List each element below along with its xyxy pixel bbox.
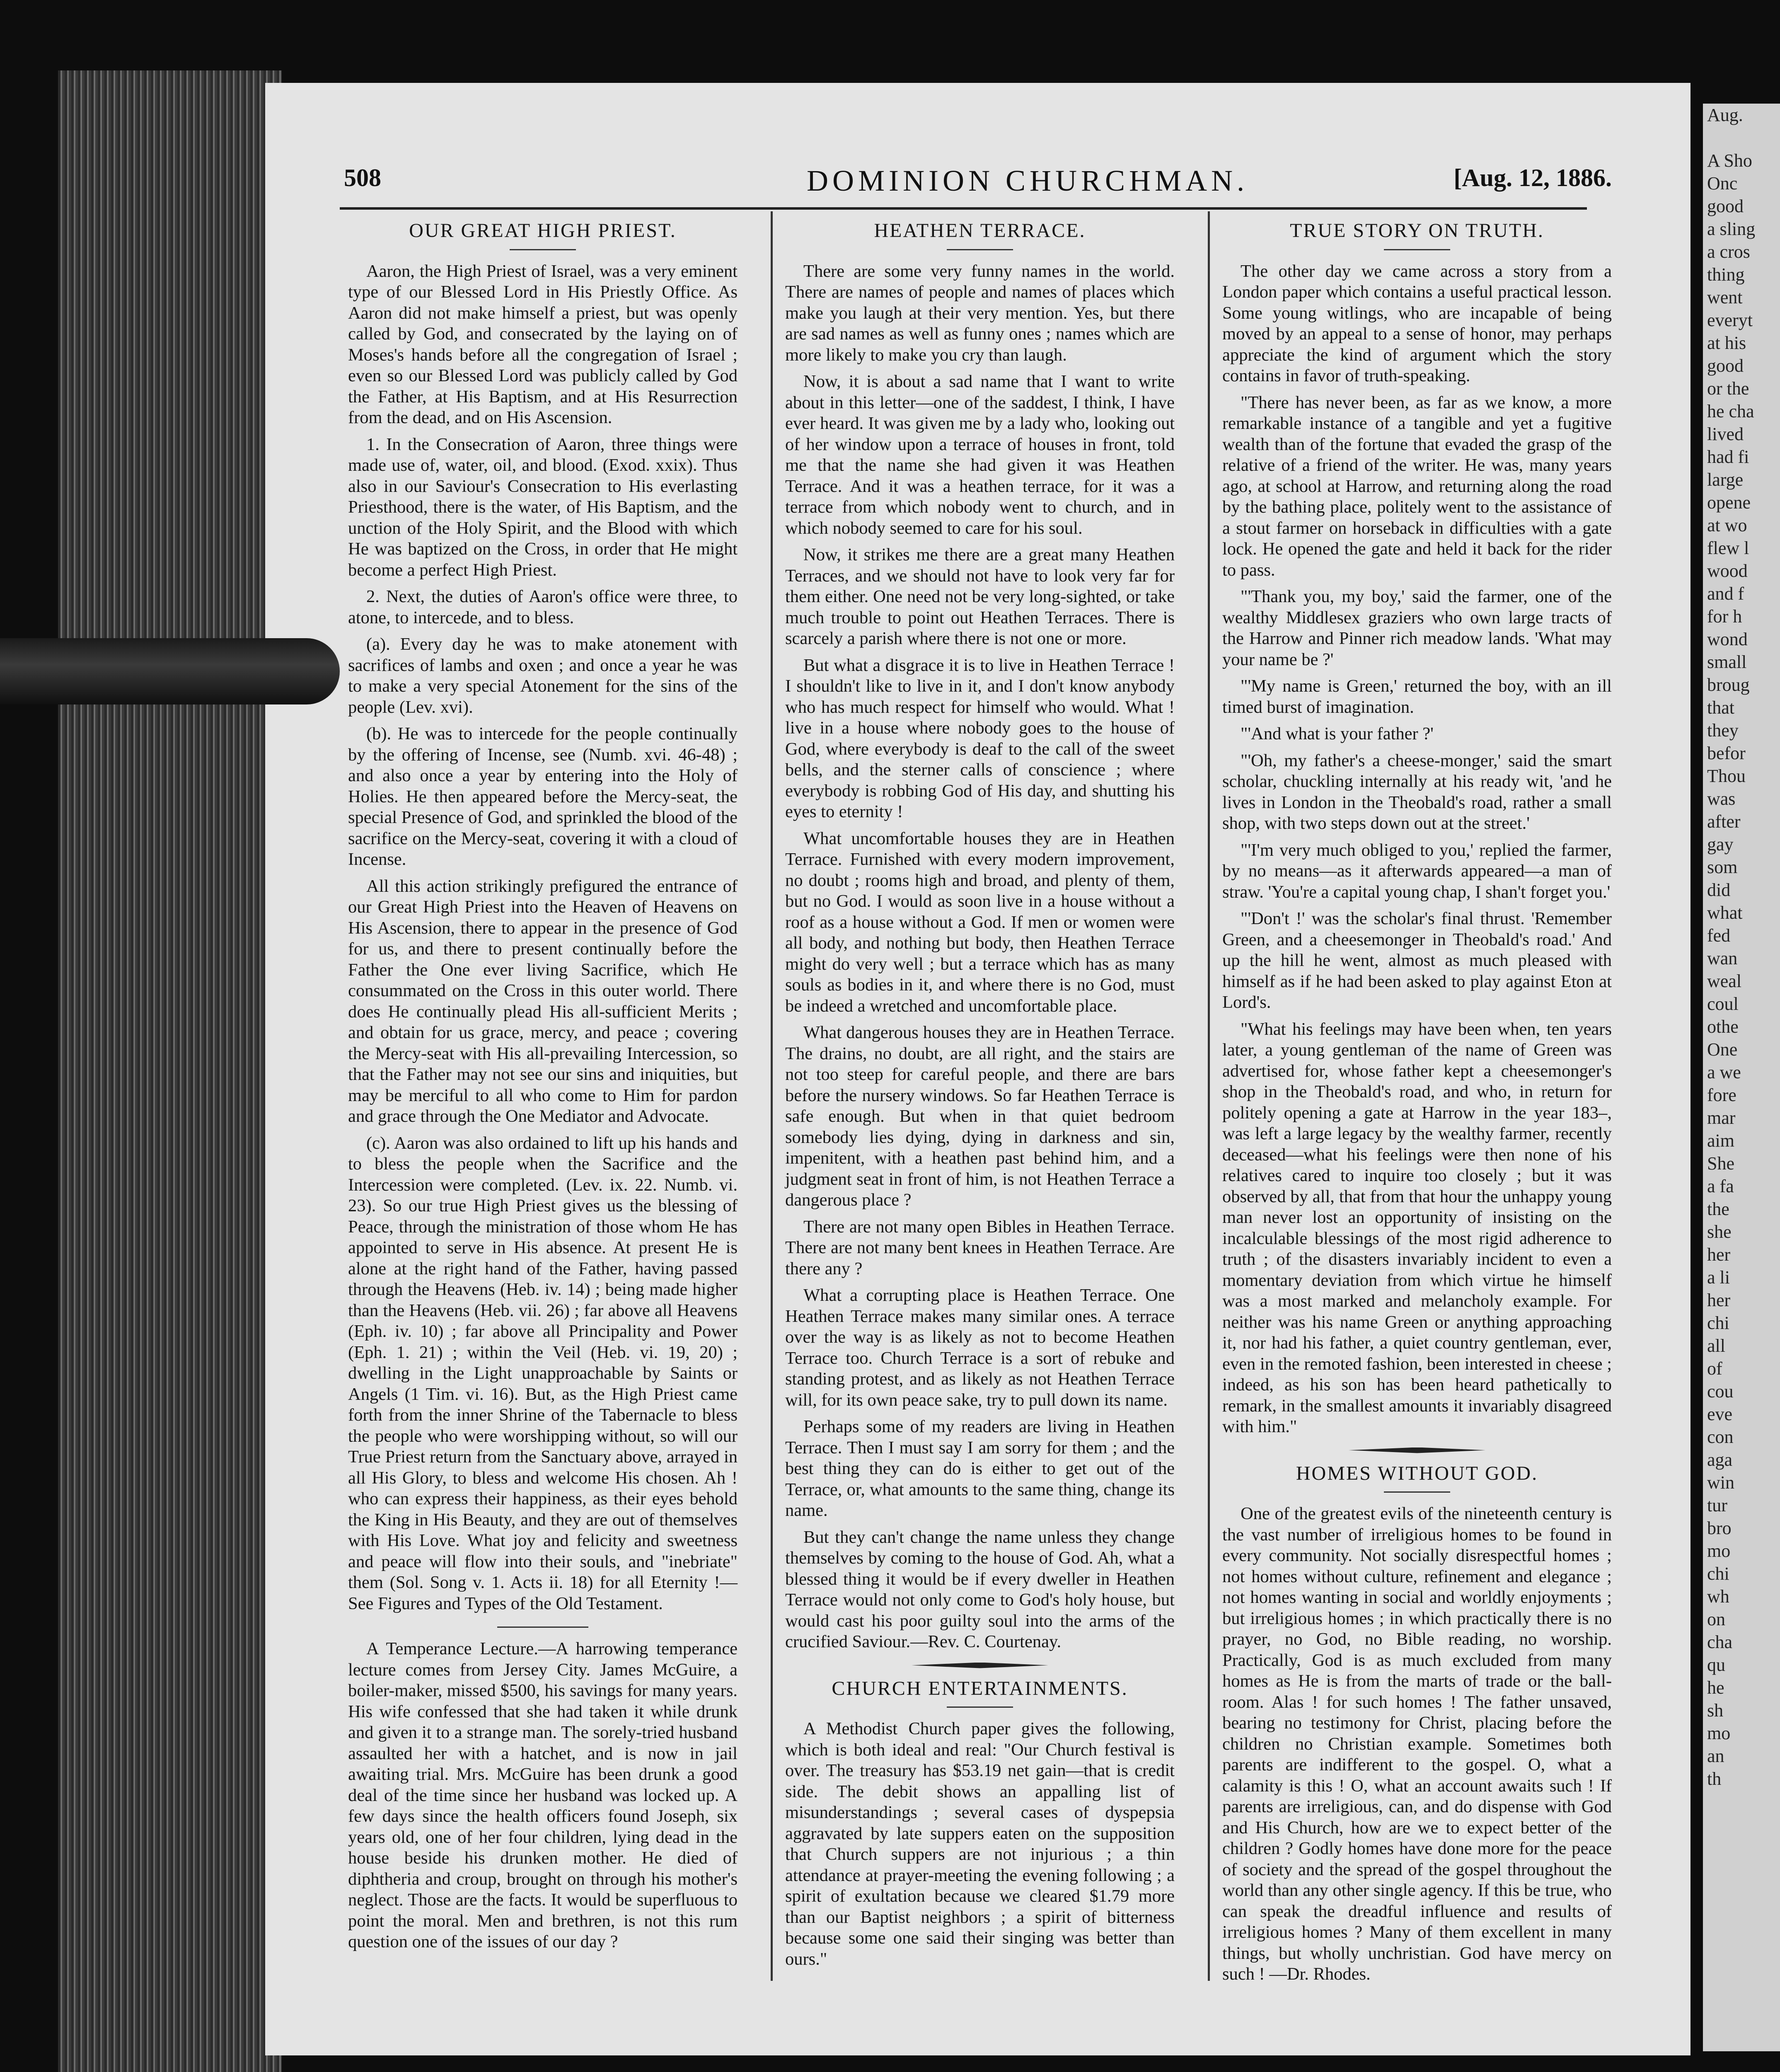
article-paragraph: There are some very funny names in the world. There are names of people and names of places which make you laugh at their very mention. Yes, but there are sad names as well as funny ones ; names which are more likely to make you cry than laugh. — [785, 261, 1175, 365]
column-3 — [1222, 215, 1612, 1991]
title-rule — [947, 249, 1013, 250]
article-paragraph: But what a disgrace it is to live in Heathen Terrace ! I shouldn't like to live in it, and I don't know anybody who has much respect for himself who would. What ! live in a house where nobody goes to the house of God, where everybody is deaf to the call of the sweet bells, and the sterner calls of conscience ; where everybody is robbing God of His day, and shutting his eyes to eternity ! — [785, 655, 1175, 821]
article-paragraph: "'I'm very much obliged to you,' replied the farmer, by no means—as it afterwards appeared—a man of straw. 'You're a capital young chap, I shan't forget you.' — [1222, 840, 1612, 902]
article-paragraph: A Methodist Church paper gives the following, which is both ideal and real: "Our Church festival is over. The treasury has $53.19 net gain—that is credit side. The debit shows an appalling list of misunderstandings ; several cases of dyspepsia aggravated by late suppers eaten on the supposition that Church suppers are not injurious ; a thin attendance at prayer-meeting the evening following ; a spirit of exultation because we cleared $1.79 more than our Baptist neighbors ; a spirit of bitterness because some one said their singing was better than ours." — [785, 1719, 1175, 1969]
article-title: OUR GREAT HIGH PRIEST. — [409, 220, 677, 242]
section-rule — [497, 1627, 588, 1628]
column-rule — [1208, 211, 1210, 1981]
ornamental-separator — [912, 1663, 1048, 1668]
title-rule — [1384, 1491, 1450, 1493]
ornamental-separator — [1349, 1447, 1485, 1453]
article-paragraph: Aaron, the High Priest of Israel, was a very eminent type of our Blessed Lord in His Priestly Office. As Aaron did not make himself a priest, but was openly called by God, and consecrated by the laying on of Moses's hands before all the congregation of Israel ; even so our Blessed Lord was publicly called by God the Father, at His Baptism, and at His Resurrection from the dead, and on His Ascension. — [348, 261, 738, 427]
article-paragraph: What dangerous houses they are in Heathen Terrace. The drains, no doubt, are all right, and the stairs are not too steep for careful people, and there are bars before the nursery windows. So far Heathen Terrace is safe enough. But when in that quiet bedroom somebody lies dying, dying in darkness and sin, impenitent, with a heathen past behind him, and a judgment seat in front of him, is not Heathen Terrace a dangerous place ? — [785, 1023, 1175, 1210]
column-2 — [785, 215, 1175, 1975]
article-paragraph: 1. In the Consecration of Aaron, three things were made use of, water, oil, and blood. (Exod. xxix). Thus also in our Saviour's Consecration to His everlasting Priesthood, there is the water, of His Baptism, and the unction of the Holy Spirit, and the Blood with which He was baptized on the Cross, in order that He might become a perfect High Priest. — [348, 434, 738, 580]
title-rule — [510, 249, 576, 250]
article-paragraph: "There has never been, as far as we know, a more remarkable instance of a tangible and yet a fugitive wealth than of the fortune that evaded the grasp of the relative of a friend of the writer. He was, many years ago, at school at Harrow, and returning along the road by the bathing place, politely went to the assistance of a stout farmer on horseback in difficulties with a gate lock. He opened the gate and held it back for the rider to pass. — [1222, 392, 1612, 580]
article-paragraph: But they can't change the name unless they change themselves by coming to the house of God. Ah, what a blessed thing it would be if every dweller in Heathen Terrace would not only come to God's holy house, but would cast his poor guilty soul into the arms of the crucified Saviour.—Rev. C. Courtenay. — [785, 1527, 1175, 1651]
title-rule — [947, 1706, 1013, 1708]
column-rule — [771, 211, 773, 1981]
article-paragraph: (b). He was to intercede for the people continually by the offering of Incense, see (Numb. xvi. 46-48) ; and also once a year by entering into the Holy of Holies. He then appeared before the Mercy-seat, the special Presence of God, and sprinkled the blood of the sacrifice on the Mercy-seat, covering it with a cloud of Incense. — [348, 724, 738, 869]
article-paragraph: Now, it is about a sad name that I want to write about in this letter—one of the saddest, I think, I have ever heard. It was given me by a lady who, looking out of her window upon a terrace of houses in front, told me that the name she had given it was Heathen Terrace. And it was a heathen terrace, for it was a terrace from which nobody went to church, and in which nobody seemed to care for his soul. — [785, 372, 1175, 538]
article-paragraph: "'My name is Green,' returned the boy, with an ill timed burst of imagination. — [1222, 676, 1612, 717]
title-rule — [1384, 249, 1450, 250]
book-page-edges — [58, 70, 282, 2072]
article-title: CHURCH ENTERTAINMENTS. — [832, 1677, 1128, 1699]
issue-date: [Aug. 12, 1886. — [1454, 164, 1612, 191]
page-header — [344, 164, 1628, 205]
article-paragraph: (a). Every day he was to make atonement with sacrifices of lambs and oxen ; and once a year he was to make a very special Atonement for the sins of the people (Lev. xvi). — [348, 634, 738, 717]
article-paragraph: "What his feelings may have been when, ten years later, a young gentleman of the name of Green was advertised for, whose father kept a cheesemonger's shop in the Theobald's road, and who, in return for politely opening a gate at Harrow in the year 183–, was left a large legacy by the wealthy farmer, recently deceased—what his feelings were then none of his relatives cared to inquire too closely ; but it was observed by all, that from that hour the unhappy young man never lost an opportunity of insisting on the incalculable blessings of the most rigid adherence to truth ; of the disasters invariably incident to even a momentary deviation from which virtue he himself was a most marked and melancholy example. For neither was his name Green or anything approaching it, nor had his father, a quiet country gentleman, ever, even in the remoted fashion, been interested in cheese ; indeed, as his son has been heard pathetically to remark, in the smallest amounts it invariably disagreed with him." — [1222, 1019, 1612, 1436]
adjacent-page-text: Aug. A Sho Onc good a sling a cros thing went everyt at his good or the he cha lived had fi large opene at wo flew l wood and f for h wond small broug that they befor Thou was after gay som did what fed wan weal coul othe One a we fore mar aim She a fa the she her a li her chi all of cou eve con aga win tur bro mo chi wh on cha qu he sh mo an th — [1707, 105, 1756, 1789]
article-paragraph: All this action strikingly prefigured the entrance of our Great High Priest into the Heaven of Heavens on His Ascension, there to appear in the presence of God for us, and there to present continually before the Father the One ever living Sacrifice, which He consummated on the Cross in this outer world. There does He continually plead His all-sufficient Merits ; and obtain for us grace, mercy, and peace ; covering the Mercy-seat with His all-prevailing Intercession, so that the Father may not see our sins and iniquities, but may be merciful to all who come to Him for pardon and grace through the One Mediator and Advocate. — [348, 876, 738, 1126]
newspaper-page — [265, 83, 1691, 2055]
article-paragraph: What a corrupting place is Heathen Terrace. One Heathen Terrace makes many similar ones. A terrace over the way is as likely as not to become Heathen Terrace too. Church Terrace is a sort of rebuke and standing protest, and as likely as not Heathen Terrace will, for its own peace sake, try to pull down its name. — [785, 1285, 1175, 1410]
article-paragraph: "'Oh, my father's a cheese-monger,' said the smart scholar, chuckling internally at his ready wit, 'and he lives in London in the Theobald's road, rather a small shop, with two steps down out at the street.' — [1222, 750, 1612, 833]
article-paragraph: Perhaps some of my readers are living in Heathen Terrace. Then I must say I am sorry for them ; and the best thing they can do is either to get out of the Terrace, or, what amounts to the same thing, change its name. — [785, 1417, 1175, 1520]
scanner-finger — [0, 638, 340, 704]
article-paragraph: "'Don't !' was the scholar's final thrust. 'Remember Green, and a cheesemonger in Theobald's road.' And up the hill he went, almost as much pleased with himself as if he had been asked to play against Eton at Lord's. — [1222, 909, 1612, 1012]
header-rule — [340, 207, 1587, 210]
article-paragraph: What uncomfortable houses they are in Heathen Terrace. Furnished with every modern improvement, no doubt ; rooms high and broad, and plenty of them, but no God. I would as soon live in a house without a roof as a house without a God. If men or women were all body, and nothing but body, then Heathen Terrace might do very well ; but a terrace which has as many souls as bodies in it, and where there is no God, must be indeed a wretched and uncomfortable place. — [785, 828, 1175, 1016]
article-paragraph: A Temperance Lecture.—A harrowing temperance lecture comes from Jersey City. James McGuire, a boiler-maker, missed $500, his savings for many years. His wife confessed that she had taken it while drunk and given it to a strange man. The sorely-tried husband assaulted her with a hatchet, and is now in jail awaiting trial. Mrs. McGuire has been drunk a good deal of the time since her husband was locked up. A few days since the health officers found Joseph, six years old, one of her four children, lying dead in the house beside his drunken mother. He died of diphtheria and croup, brought on through his mother's neglect. Those are the facts. It would be superfluous to point the moral. Men and brethren, is not this rum question one of the issues of our day ? — [348, 1639, 738, 1951]
article-paragraph: The other day we came across a story from a London paper which contains a useful practical lesson. Some young witlings, who are incapable of being moved by an appeal to a sense of honor, may perhaps appreciate the kind of argument which the story contains in favor of truth-speaking. — [1222, 261, 1612, 385]
article-paragraph: There are not many open Bibles in Heathen Terrace. There are not many bent knees in Heathen Terrace. Are there any ? — [785, 1217, 1175, 1278]
page-number: 508 — [344, 164, 381, 191]
masthead: DOMINION CHURCHMAN. — [806, 164, 1249, 197]
article-title: TRUE STORY ON TRUTH. — [1290, 220, 1544, 242]
article-title: HOMES WITHOUT GOD. — [1296, 1462, 1538, 1484]
article-title: HEATHEN TERRACE. — [874, 220, 1086, 242]
column-1 — [348, 215, 738, 1958]
article-paragraph: 2. Next, the duties of Aaron's office were three, to atone, to intercede, and to bless. — [348, 587, 738, 627]
adjacent-page-fragment — [1703, 104, 1780, 2051]
article-paragraph: One of the greatest evils of the nineteenth century is the vast number of irreligious homes to be found in every community. Not socially disrespectful homes ; not homes without culture, refinement and elegance ; not homes wanting in social and worldly enjoyments ; but irreligious homes ; in which practically there is no prayer, no God, no Bible reading, no worship. Practically, God is as much excluded from many homes as He is from the marts of trade or the ball-room. Alas ! for such homes ! The father unsaved, bearing no testimony for Christ, placing before the children no Christian example. Sometimes both parents are indifferent to the gospel. O, what a calamity is this ! O, what an account awaits such ! If parents are irreligious, can, and do dispense with God and His Church, how are we to expect better of the children ? Godly homes have done more for the peace of society and the spread of the gospel throughout the world than any other single agency. If this be true, who can speak the dreadful influence and results of irreligious homes ? Many of them excellent in many things, but wholly unchristian. God have mercy on such ! —Dr. Rhodes. — [1222, 1504, 1612, 1984]
article-paragraph: (c). Aaron was also ordained to lift up his hands and to bless the people when the Sacrifice and the Intercession were completed. (Lev. ix. 22. Numb. vi. 23). So our true High Priest gives us the blessing of Peace, through the ministration of those whom He has appointed to serve in His absence. At present He is alone at the right hand of the Father, having passed through the Heavens (Heb. iv. 14) ; being made higher than the Heavens (Heb. vii. 26) ; far above all Heavens (Eph. iv. 10) ; far above all Principality and Power (Eph. 1. 21) ; within the Veil (Heb. vi. 19, 20) ; dwelling in the Light unapproachable by Saints or Angels (1 Tim. vi. 16). But, as the High Priest came forth from the inner Shrine of the Tabernacle to bless the people who were worshipping without, so will our True Priest return from the Sanctuary above, arrayed in all His Glory, to bless and welcome His chosen. Ah ! who can express their happiness, as their eyes behold the King in His Beauty, and they are out of themselves with His Love. What joy and felicity and sweetness and peace will flow into their souls, and "inebriate" them (Sol. Song v. 1. Acts ii. 18) for all Eternity !—See Figures and Types of the Old Testament. — [348, 1133, 738, 1613]
article-paragraph: "'And what is your father ?' — [1241, 724, 1434, 743]
article-paragraph: Now, it strikes me there are a great many Heathen Terraces, and we should not have to look very far for them either. One need not be very long-sighted, or take much trouble to point out Heathen Terraces. There is scarcely a parish where there is not one or more. — [785, 545, 1175, 648]
article-paragraph: "'Thank you, my boy,' said the farmer, one of the wealthy Middlesex graziers who own large tracts of the Harrow and Pinner rich meadow lands. 'What may your name be ?' — [1222, 587, 1612, 669]
